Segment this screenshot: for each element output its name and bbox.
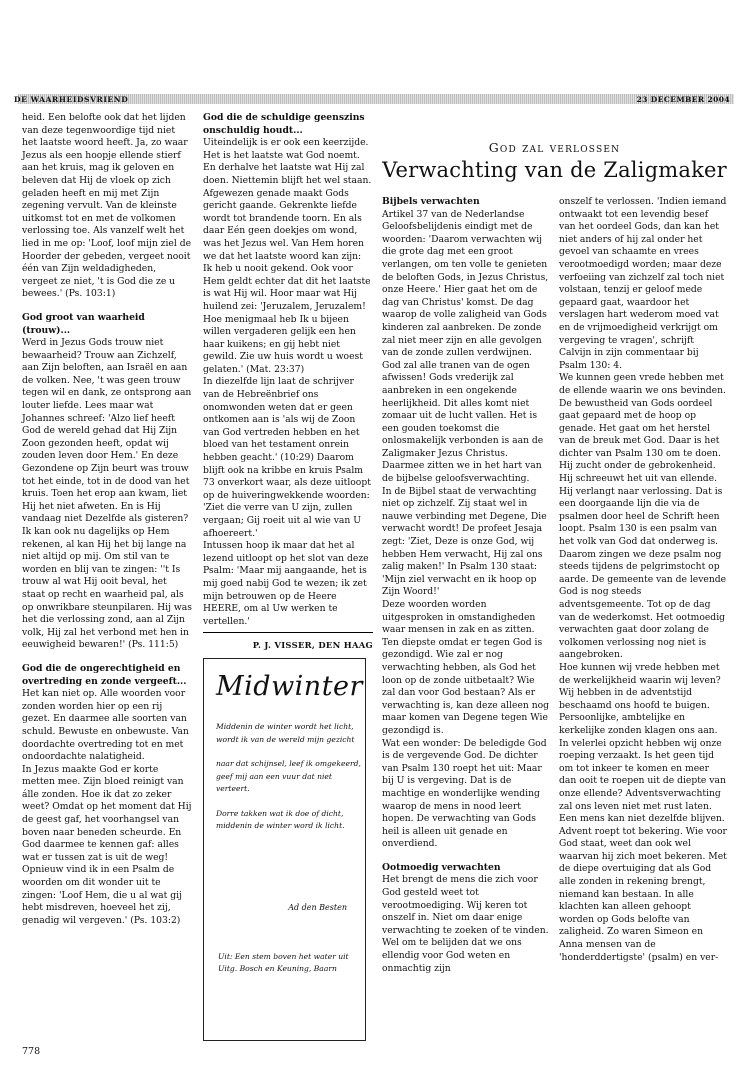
section-heading: Bijbels verwachten: [382, 196, 480, 207]
poem-author: Ad den Besten: [288, 903, 347, 912]
paragraph: Het kan niet op. Alle woorden voor zonden worden hier op een rij gezet. En daarmee alle soorten van schuld. Bewuste en onbewuste. Van doordachte overtreding tot en met ondoordachte nalatigheid.: [22, 688, 189, 763]
poem-line: Dorre takken wat ik doe of dicht,: [216, 808, 344, 818]
column-1: [22, 112, 192, 927]
column-divider-rule: [203, 632, 373, 633]
paragraph: In de Bijbel staat de verwachting niet op zichzelf. Zij staat wel in nauwe verbinding met Degene, Die verwacht wordt! De profeet Jesaja zegt: 'Ziet, Deze is onze God, wij hebben Hem verwacht, Hij zal ons zalig maken!' In Psalm 130 staat: 'Mijn ziel verwacht en ik hoop op Zijn Woord!': [382, 485, 547, 598]
poem-stanza: [216, 758, 365, 796]
paragraph: Het brengt de mens die zich voor God gesteld weet tot verootmoediging. Wij keren tot onszelf in. Niet om daar enige verwachting te zoeken of te vinden. Wel om te belijden dat we ons ellendig voor God weten en onmachtig zijn: [382, 874, 549, 974]
poem-source: [218, 951, 349, 974]
paragraph: Uiteindelijk is er ook een keerzijde. Het is het laatste wat God noemt. En derhalve het laatste wat Hij zal doen. Niettemin blijft het wel staan. Afgewezen genade maakt Gods gericht gaande. Gekrenkte liefde wordt tot brandende toorn. En als daar Eén geen doekjes om wond, was het Jezus wel. Van Hem horen we dat het laatste woord kan zijn: Ik heb u nooit gekend. Ook voor Hem geldt echter dat dit het laatste is wat Hij wil. Hoor maar wat Hij huilend zei: 'Jeruzalem, Jeruzalem! Hoe menigmaal heb Ik u bijeen willen vergaderen gelijk een hen haar kuikens; en gij hebt niet gewild. Zie uw huis wordt u woest gelaten.' (Mat. 23:37): [203, 137, 372, 375]
poem-source-line: Uit: Een stem boven het water uit: [218, 952, 349, 961]
column-2: [203, 112, 373, 652]
author-signature: P. J. VISSER, DEN HAAG: [252, 640, 373, 651]
poem-box: [203, 658, 366, 1041]
paragraph: Wat een wonder: De beledigde God is de vergevende God. De dichter van Psalm 130 roept het uit: Maar bij U is vergeving. Dat is de machtige en wonderlijke wending waarop de mens in nood leert hopen. De verwachting van Gods heil is alleen uit genade en onverdiend.: [382, 737, 547, 850]
paragraph: Intussen hoop ik maar dat het al lezend uitloopt op het slot van deze Psalm: 'Maar mij aangaande, het is mij goed nabij God te wezen; ik zet mijn betrouwen op de Heere HEERE, om al Uw werken te vertellen.': [203, 540, 369, 627]
paragraph: Deze woorden worden uitgesproken in omstandigheden waar mensen in zak en as zitten. Ten diepste omdat er tegen God is gezondigd. Wie zal er nog verwachting hebben, als God het loon op de zonde uitbetaalt? Wie zal dan voor God bestaan? Als er verwachting is, kan deze alleen nog maar komen van Degene tegen Wie gezondigd is.: [382, 599, 550, 736]
paragraph: Werd in Jezus Gods trouw niet bewaarheid? Trouw aan Zichzelf, aan Zijn beloften, aan Israël en aan de volken. Nee, 't was geen trouw tegen wil en dank, ze ontsprong aan louter liefde. Lees maar wat Johannes schreef: 'Alzo lief heeft God de wereld gehad dat Hij Zijn Zoon gezonden heeft, opdat wij zouden leven door Hem.' En deze Gezondene op Zijn beurt was trouw tot het einde, tot in de dood van het kruis. Toen het erop aan kwam, liet Hij het niet afweten. En is Hij vandaag niet Dezelfde als gisteren?: [22, 337, 192, 525]
paragraph: Artikel 37 van de Nederlandse Geloofsbelijdenis eindigt met de woorden: 'Daarom verwachten wij die grote dag met een groot verlangen, om ten volle te genieten de beloften Gods, in Jezus Christus, onze Heere.' Hier gaat het om de dag van Christus' komst. De dag waarop de volle zaligheid van Gods kinderen zal aanbreken. De zonde zal niet meer zijn en alle gevolgen van de zonde zullen verdwijnen. God zal alle tranen van de ogen afwissen! Gods vrederijk zal aanbreken in een ongekende heerlijkheid. Dit alles komt niet zomaar uit de lucht vallen. Het is een gouden toekomst die onlosmakelijk verbonden is aan de Zaligmaker Jezus Christus. Daarmee zitten we in het hart van de bijbelse geloofsverwachting.: [382, 208, 549, 485]
column-4: [559, 196, 727, 964]
article-kicker: God zal verlossen: [488, 140, 621, 155]
header-publication: DE WAARHEIDSVRIEND: [14, 95, 129, 104]
poem-line: naar dat schijnsel, leef ik omgekeerd,: [216, 759, 361, 768]
poem-stanza: [216, 721, 365, 746]
paragraph: Ik kan ook nu dagelijks op Hem rekenen, al kan Hij het bij lange na niet altijd op mij. Om stil van te worden en blij van te zingen: ''t Is trouw al wat Hij ooit beval, het staat op recht en waarheid pal, als op onwrikbare steunpilaren. Hij was het die verlossing zond, aan al Zijn volk, Hij zal het verbond met hen in eeuwigheid bewaren!' (Ps. 111:5): [22, 526, 192, 651]
section-heading: God groot van waarheid (trouw)...: [22, 311, 145, 336]
section-gap: [382, 851, 550, 862]
poem-line: Middenin de winter wordt het licht,: [216, 722, 354, 731]
paragraph: We kunnen geen vrede hebben met de ellende waarin we ons bevinden. De bewustheid van Gods oordeel gaat gepaard met de hoop op genade. Het gaat om het herstel van de breuk met God. Daar is het dichter van Psalm 130 om te doen. Hij zucht onder de gebrokenheid. Hij schreeuwt het uit van ellende. Hij verlangt naar verlossing. Dat is een doorgaande lijn die via de psalmen door heel de Schrift heen loopt. Psalm 130 is een psalm van het volk van God dat onderweg is. Daarom zingen we deze psalm nog steeds tijdens de pelgrimstocht op aarde. De gemeente van de levende God is nog steeds adventsgemeente. Tot op de dag van de wederkomst. Het ootmoedig verwachten gaat door zolang de volkomen verlossing nog niet is aangebroken.: [559, 372, 727, 661]
header-date: 23 DECEMBER 2004: [636, 95, 730, 104]
section-gap: [22, 652, 192, 663]
poem-line: middenin de winter word ik licht.: [216, 821, 345, 830]
paragraph: In Jezus maakte God er korte metten mee. Zijn bloed reinigt van álle zonden. Hoe ik dat zo zeker weet? Omdat op het moment dat Hij de geest gaf, het voorhangsel van boven naar beneden scheurde. En God daarmee te kennen gaf: alles wat er tussen zat is uit de weg! Opnieuw vind ik in een Psalm de woorden om dit wonder uit te zingen: 'Loof Hem, die u al wat gij hebt misdreven, hoeveel het zij, genadig wil vergeven.' (Ps. 103:2): [22, 763, 192, 926]
section-heading: God die de ongerechtigheid en overtreding en zonde vergeeft...: [22, 662, 187, 687]
section-heading: Ootmoedig verwachten: [382, 861, 501, 873]
paragraph: Hoe kunnen wij vrede hebben met de werkelijkheid waarin wij leven? Wij hebben in de adventstijd beschaamd ons hoofd te buigen. Persoonlijke, ambtelijke en kerkelijke zonden klagen ons aan. In velerlei opzicht hebben wij onze roeping verzaakt. Is het geen tijd om tot inkeer te komen en meer dan ooit te roepen uit de diepte van onze ellende? Adventsverwachting zal ons leven niet met rust laten. Een mens kan niet dezelfde blijven. Advent roept tot bekering. Wie voor God staat, weet dan ook wel waarvan hij zich moet bekeren. Met de diepe overtuiging dat als God alle zonden in rekening brengt, niemand kan bestaan. In alle klachten kan alleen gehoopt worden op Gods belofte van zaligheid. Zo waren Simeon en Anna mensen van de 'honderddertigste' (psalm) en ver-: [559, 661, 727, 963]
paragraph: In diezelfde lijn laat de schrijver van de Hebreënbrief ons onomwonden weten dat er geen ontkomen aan is 'als wij de Zoon van God vertreden hebben en het bloed van het testament onrein hebben geacht.' (10:29) Daarom blijft ook na kribbe en kruis Psalm 73 onverkort waar, als deze uitloopt op de huiveringwekkende woorden: 'Ziet die verre van U zijn, zullen vergaan; Gij roeit uit al wie van U afhoereert.': [203, 376, 371, 539]
poem-stanza: [216, 808, 365, 833]
poem-source-line: Uitg. Bosch en Keuning, Baarn: [218, 963, 337, 973]
paragraph: heid. Een belofte ook dat het lijden van deze tegenwoordige tijd niet het laatste woord heeft. Ja, zo waar Jezus als een hoopje ellende stierf aan het kruis, mag ik geloven en beleven dat Hij de vloek op zich geladen heeft en mij met Zijn zegening vervult. Van de kleinste uitkomst tot en met de volkomen verlossing toe. Als vanzelf welt het lied in me op: 'Loof, loof mijn ziel de Hoorder der gebeden, vergeet nooit één van Zijn weldadigheden, vergeet ze niet, 't is God die ze u bewees.' (Ps. 103:1): [22, 112, 192, 300]
poem-lines: [216, 721, 365, 845]
article-title: Verwachting van de Zaligmaker: [382, 158, 727, 182]
poem-line: wordt ik van de wereld mijn gezicht: [216, 734, 355, 744]
poem-title: Midwinter: [216, 671, 363, 702]
section-heading: God die de schuldige geenszins onschuldig houdt...: [203, 112, 365, 136]
section-gap: [203, 628, 373, 639]
page-number: 778: [22, 1046, 41, 1057]
paragraph: onszelf te verlossen. 'Indien iemand ontwaakt tot een levendig besef van het oordeel Gods, dan kan het niet anders of hij zal onder het gevoel van schaamte en vrees verootmoedigd worden; maar deze verfoeiing van zichzelf zal toch niet volstaan, tenzij er geloof mede gepaard gaat, waardoor het verslagen hart wederom moed vat en de vrijmoedigheid verkrijgt om vergeving te vragen', schrijft Calvijn in zijn commentaar bij Psalm 130: 4.: [559, 196, 727, 371]
section-gap: [22, 301, 192, 312]
poem-line: geef mij aan een vuur dat niet verteert.: [216, 771, 332, 793]
column-3: [382, 196, 550, 975]
